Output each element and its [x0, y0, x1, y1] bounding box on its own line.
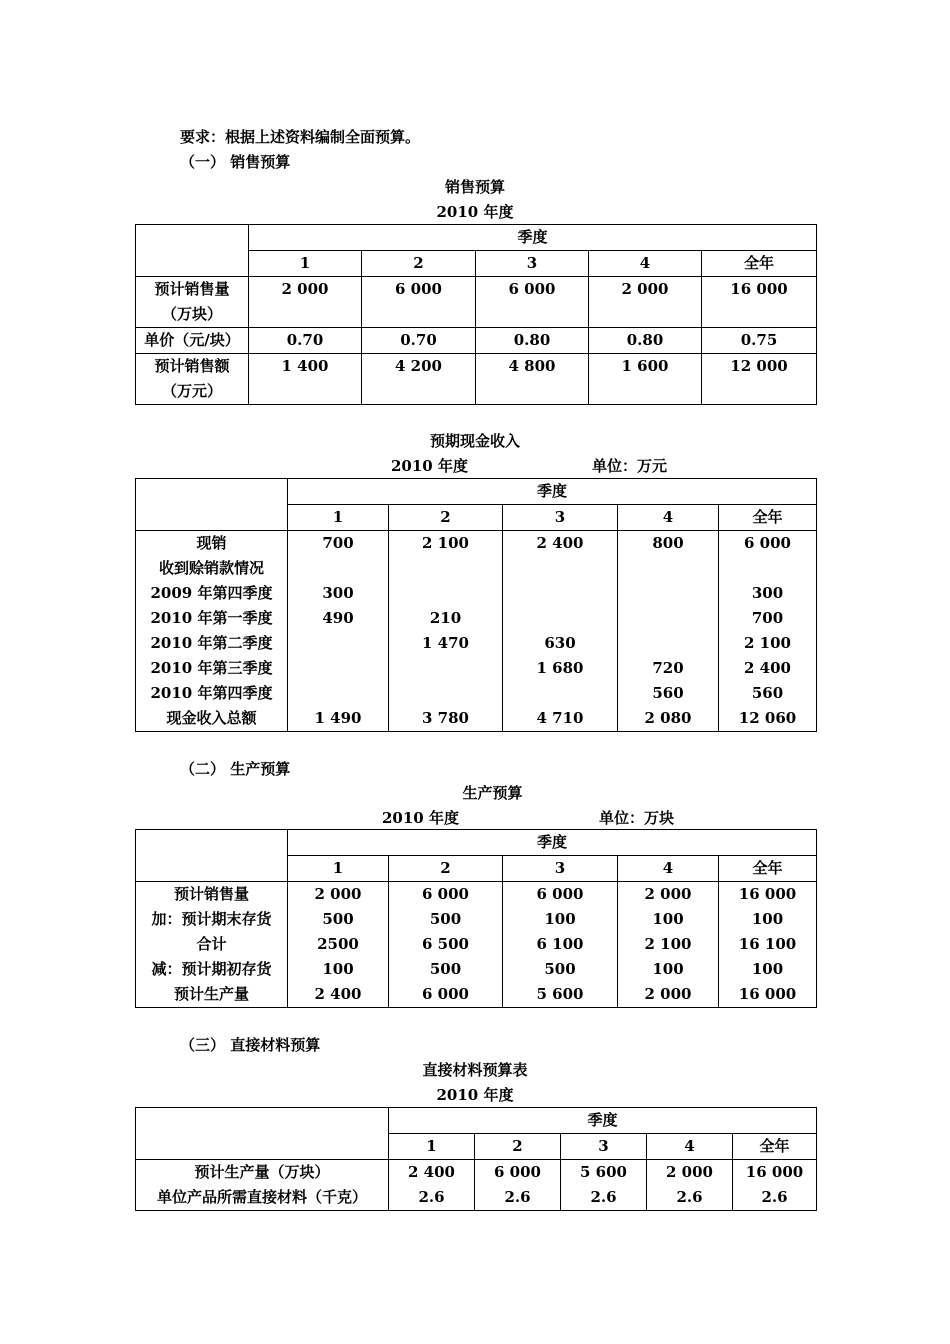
- column-header: 1: [389, 1134, 475, 1160]
- table-cell: [503, 556, 618, 581]
- table-title-materials: 直接材料预算表: [422, 1061, 528, 1079]
- table-cell: 6 000: [389, 882, 503, 908]
- row-label: 现销: [136, 531, 288, 557]
- table-row: [136, 328, 817, 354]
- table-cell: 2.6: [647, 1185, 733, 1211]
- table-cell: 0.70: [249, 328, 362, 354]
- table-row: [136, 1160, 817, 1186]
- table-cell: 560: [719, 681, 817, 706]
- table-cell: 6 100: [503, 932, 618, 957]
- table-cell: 0.75: [702, 328, 817, 354]
- table-cell: 3 780: [389, 706, 503, 732]
- row-label: 预计生产量（万块）: [136, 1160, 389, 1186]
- row-label: 2009 年第四季度: [136, 581, 288, 606]
- table-cell: 2 000: [647, 1160, 733, 1186]
- table-cell: 630: [503, 631, 618, 656]
- column-header: 4: [647, 1134, 733, 1160]
- table-cell: 4 800: [476, 354, 589, 405]
- table-cell: 16 000: [719, 882, 817, 908]
- table-row: [136, 354, 817, 405]
- table-cell: 100: [719, 957, 817, 982]
- table-cell: 2 000: [249, 277, 362, 328]
- table-cell: 6 000: [362, 277, 476, 328]
- table-cell: 560: [618, 681, 719, 706]
- table-year-materials: 2010 年度: [436, 1086, 514, 1104]
- table-unit-production: 单位：万块: [599, 809, 675, 827]
- table-cell: 4 200: [362, 354, 476, 405]
- table-row: [136, 631, 817, 656]
- column-header: 4: [589, 251, 702, 277]
- table-row: [136, 907, 817, 932]
- table-cell: 16 000: [702, 277, 817, 328]
- production-budget-table: [135, 829, 817, 1008]
- table-cell: [389, 681, 503, 706]
- row-label: 收到赊销款情况: [136, 556, 288, 581]
- table-cell: 1 600: [589, 354, 702, 405]
- table-cell: 300: [288, 581, 389, 606]
- table-cell: 100: [503, 907, 618, 932]
- table-cell: 6 500: [389, 932, 503, 957]
- table-title-production: 生产预算: [462, 784, 523, 802]
- table-cell: 1 490: [288, 706, 389, 732]
- table-row: [136, 656, 817, 681]
- table-row: [136, 606, 817, 631]
- table-cell: [389, 656, 503, 681]
- table-cell: 16 000: [733, 1160, 817, 1186]
- row-label: 预计生产量: [136, 982, 288, 1008]
- table-cell: 1 680: [503, 656, 618, 681]
- column-header: 3: [503, 505, 618, 531]
- section-heading-materials: （三） 直接材料预算: [180, 1036, 321, 1054]
- table-cell: 100: [719, 907, 817, 932]
- table-row: [136, 556, 817, 581]
- corner-cell: [136, 225, 249, 277]
- column-header: 2: [389, 856, 503, 882]
- quarter-header: 季度: [389, 1108, 817, 1134]
- column-header: 全年: [719, 856, 817, 882]
- table-row: [136, 957, 817, 982]
- column-header: 3: [476, 251, 589, 277]
- table-cell: 2 400: [389, 1160, 475, 1186]
- table-cell: [288, 556, 389, 581]
- table-cell: 2 100: [389, 531, 503, 557]
- table-cell: 1 470: [389, 631, 503, 656]
- table-cell: 5 600: [561, 1160, 647, 1186]
- column-header: 4: [618, 856, 719, 882]
- quarter-header: 季度: [288, 830, 817, 856]
- table-row: [136, 1185, 817, 1211]
- row-label: 2010 年第三季度: [136, 656, 288, 681]
- table-cell: 2 400: [503, 531, 618, 557]
- sales-budget-table: [135, 224, 817, 405]
- table-cell: 2 000: [288, 882, 389, 908]
- column-header: 2: [389, 505, 503, 531]
- table-cell: 700: [719, 606, 817, 631]
- table-cell: [503, 606, 618, 631]
- table-cell: 2 080: [618, 706, 719, 732]
- table-cell: 2500: [288, 932, 389, 957]
- direct-materials-table: [135, 1107, 817, 1211]
- table-cell: [618, 631, 719, 656]
- table-cell: 500: [503, 957, 618, 982]
- table-cell: 300: [719, 581, 817, 606]
- table-cell: 2.6: [561, 1185, 647, 1211]
- table-cell: [503, 681, 618, 706]
- table-cell: 6 000: [476, 277, 589, 328]
- table-cell: 700: [288, 531, 389, 557]
- row-label: 预计销售量 （万块）: [136, 277, 249, 328]
- table-cell: 800: [618, 531, 719, 557]
- row-label: 2010 年第一季度: [136, 606, 288, 631]
- table-cell: 6 000: [389, 982, 503, 1008]
- table-cell: 0.70: [362, 328, 476, 354]
- table-cell: 2.6: [389, 1185, 475, 1211]
- table-cell: 2.6: [475, 1185, 561, 1211]
- table-cell: 2 000: [589, 277, 702, 328]
- table-cell: [389, 556, 503, 581]
- table-cell: 6 000: [503, 882, 618, 908]
- table-cell: 2 000: [618, 882, 719, 908]
- table-cell: [618, 581, 719, 606]
- table-year-cash: 2010 年度: [391, 457, 468, 475]
- table-cell: 4 710: [503, 706, 618, 732]
- table-row: [136, 982, 817, 1008]
- table-cell: 0.80: [589, 328, 702, 354]
- table-cell: [288, 631, 389, 656]
- table-row: [136, 277, 817, 328]
- section-heading-production: （二） 生产预算: [180, 760, 291, 778]
- table-title-cash: 预期现金收入: [429, 432, 520, 450]
- table-cell: 2 100: [719, 631, 817, 656]
- section-heading-sales: （一） 销售预算: [180, 153, 291, 171]
- row-label: 加：预计期末存货: [136, 907, 288, 932]
- table-cell: [719, 556, 817, 581]
- table-cell: 100: [618, 907, 719, 932]
- column-header: 全年: [733, 1134, 817, 1160]
- table-cell: [503, 581, 618, 606]
- table-cell: 6 000: [719, 531, 817, 557]
- column-header: 4: [618, 505, 719, 531]
- cash-receipts-table: [135, 478, 817, 732]
- table-cell: 5 600: [503, 982, 618, 1008]
- table-cell: [389, 581, 503, 606]
- table-cell: [618, 556, 719, 581]
- row-label: 单价（元/块）: [136, 328, 249, 354]
- row-label: 2010 年第四季度: [136, 681, 288, 706]
- row-label: 单位产品所需直接材料（千克）: [136, 1185, 389, 1211]
- table-cell: 2.6: [733, 1185, 817, 1211]
- requirement-text: 要求：根据上述资料编制全面预算。: [180, 128, 421, 146]
- column-header: 全年: [702, 251, 817, 277]
- table-cell: 490: [288, 606, 389, 631]
- table-cell: 500: [288, 907, 389, 932]
- table-row: [136, 706, 817, 732]
- table-cell: 500: [389, 957, 503, 982]
- table-cell: 12 000: [702, 354, 817, 405]
- table-row: [136, 531, 817, 557]
- table-cell: [618, 606, 719, 631]
- corner-cell: [136, 830, 288, 882]
- row-label: 合计: [136, 932, 288, 957]
- row-label: 预计销售量: [136, 882, 288, 908]
- row-label: 2010 年第二季度: [136, 631, 288, 656]
- column-header: 全年: [719, 505, 817, 531]
- table-cell: 0.80: [476, 328, 589, 354]
- row-label: 预计销售额 （万元）: [136, 354, 249, 405]
- table-cell: [288, 656, 389, 681]
- table-cell: 1 400: [249, 354, 362, 405]
- table-cell: 6 000: [475, 1160, 561, 1186]
- quarter-header: 季度: [249, 225, 817, 251]
- corner-cell: [136, 479, 288, 531]
- table-cell: 100: [288, 957, 389, 982]
- table-cell: 720: [618, 656, 719, 681]
- table-cell: 500: [389, 907, 503, 932]
- table-row: [136, 581, 817, 606]
- table-cell: 100: [618, 957, 719, 982]
- table-title-sales: 销售预算: [444, 178, 505, 196]
- table-cell: 16 100: [719, 932, 817, 957]
- column-header: 1: [288, 856, 389, 882]
- table-unit-cash: 单位：万元: [592, 457, 668, 475]
- table-cell: 16 000: [719, 982, 817, 1008]
- column-header: 2: [362, 251, 476, 277]
- table-cell: 2 400: [288, 982, 389, 1008]
- table-row: [136, 681, 817, 706]
- row-label: 减：预计期初存货: [136, 957, 288, 982]
- corner-cell: [136, 1108, 389, 1160]
- row-label: 现金收入总额: [136, 706, 288, 732]
- table-cell: 2 400: [719, 656, 817, 681]
- table-year-sales: 2010 年度: [436, 203, 514, 221]
- table-cell: 2 100: [618, 932, 719, 957]
- column-header: 1: [288, 505, 389, 531]
- table-row: [136, 932, 817, 957]
- column-header: 3: [561, 1134, 647, 1160]
- column-header: 1: [249, 251, 362, 277]
- table-cell: [288, 681, 389, 706]
- column-header: 2: [475, 1134, 561, 1160]
- table-row: [136, 882, 817, 908]
- table-year-production: 2010 年度: [382, 809, 459, 827]
- column-header: 3: [503, 856, 618, 882]
- table-cell: 2 000: [618, 982, 719, 1008]
- table-cell: 210: [389, 606, 503, 631]
- quarter-header: 季度: [288, 479, 817, 505]
- table-cell: 12 060: [719, 706, 817, 732]
